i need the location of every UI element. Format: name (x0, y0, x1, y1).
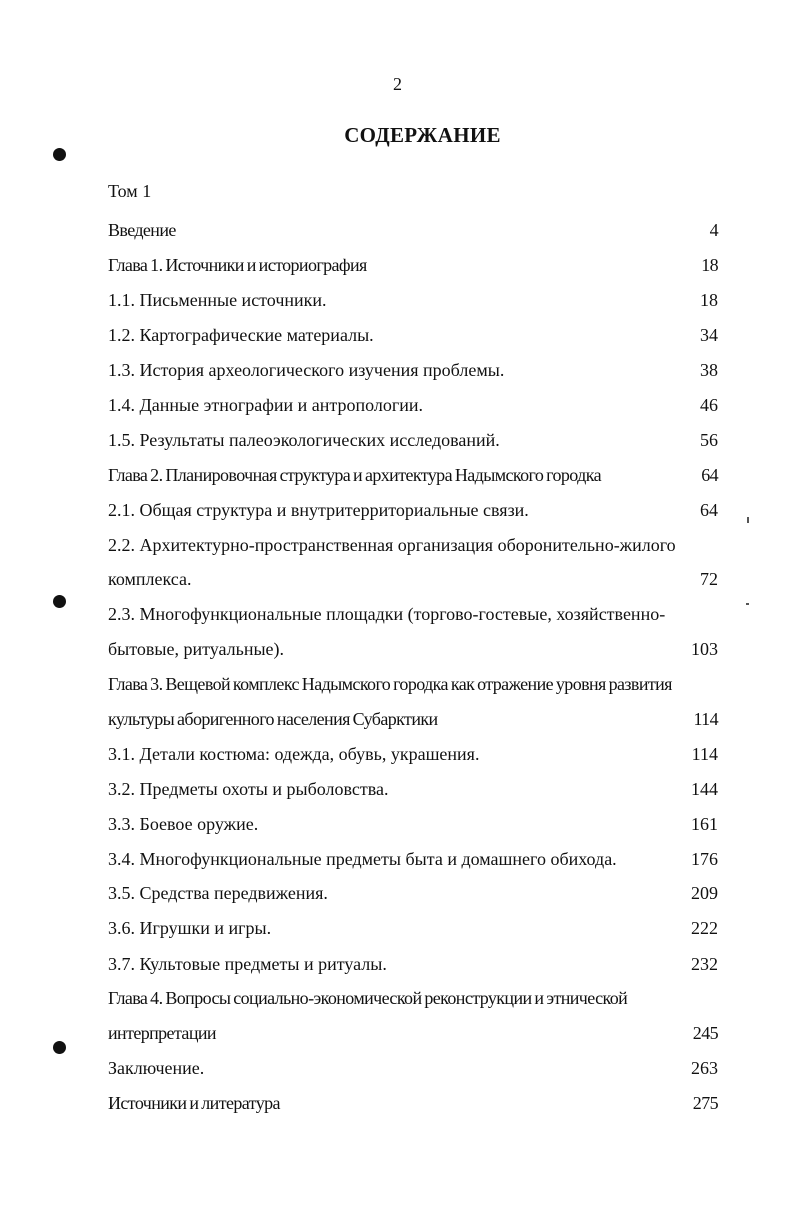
toc-entry-text: 3.6. Игрушки и игры. (108, 918, 272, 938)
toc-entry (108, 287, 718, 313)
toc-entry-page: 34 (700, 325, 718, 345)
toc-entry-page: 114 (691, 744, 718, 764)
toc-entry-page: 161 (691, 814, 718, 834)
toc-entry-page: 18 (700, 290, 718, 310)
toc-entry-page: 222 (691, 918, 718, 938)
binder-hole-mark (53, 595, 66, 608)
toc-entry-text: 1.5. Результаты палеоэкологических исследований. (108, 430, 500, 450)
toc-entry-page: 209 (691, 883, 718, 903)
toc-entry-page: 176 (691, 849, 718, 869)
toc-entry (108, 601, 718, 627)
toc-entry-text: 2.2. Архитектурно-пространственная организация оборонительно-жилого (108, 535, 676, 555)
toc-entry-page: 144 (691, 779, 718, 799)
toc-entry (108, 392, 718, 418)
toc-entry (108, 1055, 718, 1081)
toc-entry (108, 357, 718, 383)
volume-label (108, 178, 718, 204)
toc-entry-text: Глава 4. Вопросы социально-экономической реконструкции и этнической (108, 988, 628, 1008)
toc-entry (108, 951, 718, 977)
toc-entry (108, 427, 718, 453)
scan-speck (747, 517, 749, 523)
toc-entry-text: интерпретации (108, 1023, 216, 1043)
toc-entry-text: Источники и литература (108, 1093, 280, 1113)
toc-entry-page: 4 (709, 220, 718, 240)
toc-entry (108, 636, 718, 662)
binder-hole-mark (53, 148, 66, 161)
toc-entry-page: 72 (700, 569, 718, 589)
toc-entry (108, 915, 718, 941)
toc-entry-page: 64 (700, 500, 718, 520)
toc-entry-text: бытовые, ритуальные). (108, 639, 285, 659)
toc-entry-text: 3.5. Средства передвижения. (108, 883, 328, 903)
toc-entry (108, 1020, 718, 1046)
toc-entry-page: 275 (692, 1093, 718, 1113)
toc-entry (108, 741, 718, 767)
toc-entry-text: 3.7. Культовые предметы и ритуалы. (108, 954, 387, 974)
toc-entry-text: 1.1. Письменные источники. (108, 290, 327, 310)
toc-entry-page: 103 (691, 639, 718, 659)
toc-entry-page: 46 (700, 395, 718, 415)
toc-entry (108, 846, 718, 872)
toc-entry-text: 1.2. Картографические материалы. (108, 325, 374, 345)
page-number: 2 (393, 74, 402, 94)
toc-entry (108, 706, 718, 732)
toc-entry-text: культуры аборигенного населения Субарктики (108, 709, 438, 729)
toc-entry-text: 1.4. Данные этнографии и антропологии. (108, 395, 424, 415)
toc-entry (108, 671, 718, 697)
toc-entry-page: 114 (693, 709, 718, 729)
toc-entry-text: 2.1. Общая структура и внутритерриториальные связи. (108, 500, 529, 520)
volume-text: Том 1 (108, 181, 152, 201)
toc-entry-text: 3.1. Детали костюма: одежда, обувь, украшения. (108, 744, 480, 764)
toc-entry (108, 776, 718, 802)
toc-entry-page: 56 (700, 430, 718, 450)
toc-entry (108, 566, 718, 592)
toc-entry-text: 3.3. Боевое оружие. (108, 814, 259, 834)
toc-entry-text: Глава 1. Источники и историография (108, 255, 367, 275)
toc-entry (108, 217, 718, 243)
toc-entry (108, 880, 718, 906)
toc-entry-text: 1.3. История археологического изучения проблемы. (108, 360, 505, 380)
toc-entry-text: комплекса. (108, 569, 192, 589)
toc-entry-text: 3.2. Предметы охоты и рыболовства. (108, 779, 389, 799)
toc-entry (108, 252, 718, 278)
toc-entry (108, 532, 718, 558)
toc-entry-page: 245 (692, 1023, 718, 1043)
toc-entry-page: 18 (701, 255, 718, 275)
page-title: СОДЕРЖАНИЕ (344, 123, 501, 147)
toc-entry-text: Глава 2. Планировочная структура и архитектура Надымского городка (108, 465, 601, 485)
toc-entry (108, 985, 718, 1011)
toc-entry-text: 2.3. Многофункциональные площадки (торгово-гостевые, хозяйственно- (108, 604, 666, 624)
toc-entry (108, 1090, 718, 1116)
toc-entry-text: Введение (108, 220, 176, 240)
toc-entry-page: 232 (691, 954, 718, 974)
binder-hole-mark (53, 1041, 66, 1054)
scan-speck (746, 603, 749, 605)
toc-entry (108, 322, 718, 348)
toc-entry (108, 811, 718, 837)
toc-entry (108, 462, 718, 488)
toc-entry-text: 3.4. Многофункциональные предметы быта и домашнего обихода. (108, 849, 617, 869)
toc-entry-text: Глава 3. Вещевой комплекс Надымского городка как отражение уровня развития (108, 674, 672, 694)
toc-entry-text: Заключение. (108, 1058, 205, 1078)
toc-entry-page: 38 (700, 360, 718, 380)
toc-entry (108, 497, 718, 523)
toc-entry-page: 64 (701, 465, 718, 485)
toc-entry-page: 263 (691, 1058, 718, 1078)
